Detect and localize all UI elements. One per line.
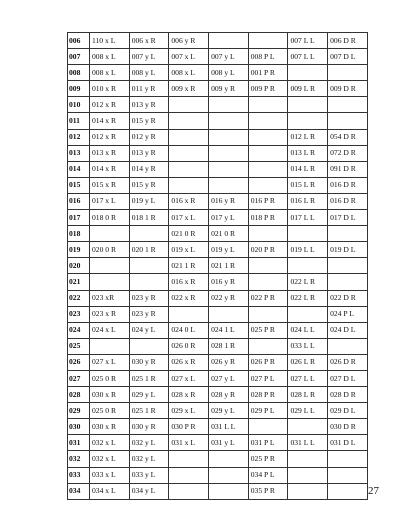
transition-cell: 029 x L	[169, 403, 209, 419]
transition-cell: 018 P R	[248, 210, 288, 226]
transition-cell	[209, 129, 249, 145]
transition-cell: 015 y R	[129, 113, 169, 129]
transition-cell: 035 P R	[248, 483, 288, 499]
transition-cell	[328, 467, 368, 483]
transition-cell: 024 x L	[90, 322, 130, 338]
state-cell: 017	[68, 210, 90, 226]
transition-cell: 072 D R	[328, 145, 368, 161]
transition-cell: 007 y L	[209, 49, 249, 65]
transition-cell	[129, 226, 169, 242]
transition-cell: 009 y R	[209, 81, 249, 97]
table-row	[68, 306, 368, 322]
state-cell: 011	[68, 113, 90, 129]
transition-cell: 006 y R	[169, 33, 209, 49]
transition-cell	[328, 113, 368, 129]
transition-cell: 008 y L	[209, 65, 249, 81]
table-row	[68, 193, 368, 209]
state-cell: 015	[68, 177, 90, 193]
table-row	[68, 226, 368, 242]
state-cell: 029	[68, 403, 90, 419]
transition-cell	[328, 451, 368, 467]
table-row	[68, 177, 368, 193]
transition-cell	[129, 258, 169, 274]
state-cell: 034	[68, 483, 90, 499]
transition-cell: 026 y R	[209, 354, 249, 370]
transition-cell: 034 x L	[90, 483, 130, 499]
state-cell: 033	[68, 467, 90, 483]
transition-cell: 007 L L	[288, 33, 328, 49]
transition-cell: 009 D R	[328, 81, 368, 97]
state-cell: 031	[68, 435, 90, 451]
transition-cell: 024 D L	[328, 322, 368, 338]
transition-cell: 026 P R	[248, 354, 288, 370]
transition-cell: 031 x L	[169, 435, 209, 451]
table-row	[68, 435, 368, 451]
transition-cell	[129, 274, 169, 290]
transition-cell: 017 y L	[209, 210, 249, 226]
table-row	[68, 467, 368, 483]
transition-cell: 019 y L	[129, 193, 169, 209]
state-cell: 025	[68, 338, 90, 354]
transition-cell	[248, 306, 288, 322]
transition-cell: 019 y L	[209, 242, 249, 258]
state-cell: 032	[68, 451, 90, 467]
transition-cell: 008 x L	[90, 49, 130, 65]
transition-cell	[129, 338, 169, 354]
transition-cell	[328, 226, 368, 242]
transition-cell	[328, 97, 368, 113]
transition-cell: 009 L R	[288, 81, 328, 97]
transition-cell	[169, 145, 209, 161]
transition-cell	[248, 274, 288, 290]
transition-cell	[209, 33, 249, 49]
table-row	[68, 145, 368, 161]
transition-cell: 008 x L	[90, 65, 130, 81]
state-cell: 014	[68, 161, 90, 177]
transition-cell	[248, 226, 288, 242]
transition-cell	[248, 129, 288, 145]
state-cell: 018	[68, 226, 90, 242]
transition-cell: 001 P R	[248, 65, 288, 81]
table-row	[68, 161, 368, 177]
transition-cell: 091 D R	[328, 161, 368, 177]
transition-cell: 030 y R	[129, 354, 169, 370]
state-cell: 022	[68, 290, 90, 306]
transition-cell	[328, 65, 368, 81]
transition-cell: 024 1 L	[209, 322, 249, 338]
table-row	[68, 97, 368, 113]
transition-cell: 023 x R	[90, 306, 130, 322]
transition-cell: 025 P R	[248, 322, 288, 338]
transition-cell: 024 L L	[288, 322, 328, 338]
transition-cell: 024 P L	[328, 306, 368, 322]
transition-cell: 022 L R	[288, 274, 328, 290]
transition-cell: 015 L R	[288, 177, 328, 193]
transition-cell: 028 x R	[169, 387, 209, 403]
state-cell: 021	[68, 274, 90, 290]
table-row	[68, 387, 368, 403]
table-row	[68, 322, 368, 338]
state-cell: 030	[68, 419, 90, 435]
transition-cell	[169, 177, 209, 193]
transition-cell: 022 y R	[209, 290, 249, 306]
transition-cell: 021 0 R	[169, 226, 209, 242]
transition-cell	[209, 145, 249, 161]
transition-cell: 017 x L	[90, 193, 130, 209]
transition-cell	[209, 113, 249, 129]
transition-cell: 030 P R	[169, 419, 209, 435]
transition-cell: 028 D R	[328, 387, 368, 403]
transition-cell	[169, 129, 209, 145]
table-row	[68, 33, 368, 49]
transition-cell	[288, 258, 328, 274]
transition-cell	[288, 306, 328, 322]
transition-cell: 016 x R	[169, 274, 209, 290]
transition-cell: 017 L L	[288, 210, 328, 226]
transition-cell: 022 L R	[288, 290, 328, 306]
transition-cell	[288, 113, 328, 129]
transition-cell: 022 x R	[169, 290, 209, 306]
transition-cell	[248, 113, 288, 129]
transition-cell	[169, 306, 209, 322]
transition-cell	[169, 97, 209, 113]
transition-cell	[90, 226, 130, 242]
transition-cell: 008 y L	[129, 65, 169, 81]
transition-cell: 028 L R	[288, 387, 328, 403]
transition-cell: 011 y R	[129, 81, 169, 97]
table-row	[68, 419, 368, 435]
transition-cell	[288, 451, 328, 467]
transition-cell	[288, 483, 328, 499]
state-cell: 023	[68, 306, 90, 322]
transition-cell	[328, 274, 368, 290]
table-row	[68, 354, 368, 370]
transition-cell: 030 x R	[90, 387, 130, 403]
transition-cell: 031 P L	[248, 435, 288, 451]
transition-cell: 032 y L	[129, 435, 169, 451]
table-body	[68, 33, 368, 500]
transition-cell: 014 y R	[129, 161, 169, 177]
transition-cell: 007 D L	[328, 49, 368, 65]
transition-cell: 017 x L	[169, 210, 209, 226]
transition-cell: 026 D R	[328, 354, 368, 370]
transition-cell: 016 D R	[328, 177, 368, 193]
transition-cell: 031 L L	[288, 435, 328, 451]
transition-cell: 034 y L	[129, 483, 169, 499]
transition-cell: 025 1 R	[129, 370, 169, 386]
transition-cell: 029 D L	[328, 403, 368, 419]
transition-cell: 009 x R	[169, 81, 209, 97]
table-row	[68, 370, 368, 386]
transition-cell: 013 L R	[288, 145, 328, 161]
transition-cell	[288, 65, 328, 81]
transition-cell	[209, 451, 249, 467]
transition-cell	[169, 451, 209, 467]
transition-cell: 016 P R	[248, 193, 288, 209]
transition-cell: 027 D L	[328, 370, 368, 386]
state-cell: 010	[68, 97, 90, 113]
state-cell: 026	[68, 354, 90, 370]
transition-cell	[90, 258, 130, 274]
table-row	[68, 403, 368, 419]
transition-cell	[248, 145, 288, 161]
state-cell: 013	[68, 145, 90, 161]
transition-cell: 020 P R	[248, 242, 288, 258]
transition-cell	[248, 258, 288, 274]
transition-cell	[288, 467, 328, 483]
transition-cell: 007 x L	[169, 49, 209, 65]
transition-cell: 027 x L	[169, 370, 209, 386]
transition-cell: 033 x L	[90, 467, 130, 483]
transition-cell: 034 P L	[248, 467, 288, 483]
transition-cell	[248, 419, 288, 435]
transition-cell: 010 x R	[90, 81, 130, 97]
transition-cell: 022 D R	[328, 290, 368, 306]
transition-cell: 025 0 R	[90, 403, 130, 419]
transition-cell	[209, 306, 249, 322]
transition-cell: 027 x L	[90, 354, 130, 370]
transition-cell: 013 y R	[129, 145, 169, 161]
transition-cell: 029 y L	[209, 403, 249, 419]
transition-cell	[328, 483, 368, 499]
transition-cell: 019 L L	[288, 242, 328, 258]
transition-cell: 033 L L	[288, 338, 328, 354]
state-cell: 006	[68, 33, 90, 49]
transition-cell: 031 L L	[209, 419, 249, 435]
transition-cell: 018 0 R	[90, 210, 130, 226]
transition-cell	[288, 419, 328, 435]
transition-cell: 031 D L	[328, 435, 368, 451]
transition-cell: 007 L L	[288, 49, 328, 65]
transition-cell: 014 x R	[90, 113, 130, 129]
transition-cell: 017 D L	[328, 210, 368, 226]
transition-cell: 027 y L	[209, 370, 249, 386]
transition-cell: 016 x R	[169, 193, 209, 209]
transition-cell: 027 P L	[248, 370, 288, 386]
transition-cell: 008 P L	[248, 49, 288, 65]
transition-cell	[328, 338, 368, 354]
transition-cell: 012 x R	[90, 97, 130, 113]
transition-cell: 021 0 R	[209, 226, 249, 242]
transition-cell	[169, 483, 209, 499]
transition-cell: 008 x L	[169, 65, 209, 81]
table-row	[68, 113, 368, 129]
state-cell: 016	[68, 193, 90, 209]
state-cell: 019	[68, 242, 90, 258]
transition-cell: 028 1 R	[209, 338, 249, 354]
table-row	[68, 258, 368, 274]
state-cell: 008	[68, 65, 90, 81]
transition-cell: 025 1 R	[129, 403, 169, 419]
transition-cell: 022 P R	[248, 290, 288, 306]
transition-cell: 006 D R	[328, 33, 368, 49]
state-cell: 020	[68, 258, 90, 274]
transition-cell: 025 P R	[248, 451, 288, 467]
transition-cell: 030 x R	[90, 419, 130, 435]
transition-cell	[169, 467, 209, 483]
transition-cell	[248, 161, 288, 177]
transition-cell: 019 x L	[169, 242, 209, 258]
transition-cell: 007 y L	[129, 49, 169, 65]
transition-cell	[248, 338, 288, 354]
transition-cell: 006 x R	[129, 33, 169, 49]
transition-cell: 016 D R	[328, 193, 368, 209]
transition-cell: 032 y L	[129, 451, 169, 467]
transition-cell	[288, 97, 328, 113]
transition-cell: 016 y R	[209, 274, 249, 290]
transition-cell: 032 x L	[90, 435, 130, 451]
transition-cell: 025 0 R	[90, 370, 130, 386]
table-row	[68, 49, 368, 65]
table-row	[68, 210, 368, 226]
transition-cell: 031 y L	[209, 435, 249, 451]
transition-cell: 028 y R	[209, 387, 249, 403]
transition-cell: 012 y R	[129, 129, 169, 145]
state-cell: 012	[68, 129, 90, 145]
transition-cell: 024 y L	[129, 322, 169, 338]
transition-cell: 029 L L	[288, 403, 328, 419]
transition-cell: 015 y R	[129, 177, 169, 193]
transition-cell: 030 y R	[129, 419, 169, 435]
transition-table	[67, 32, 368, 500]
table-row	[68, 290, 368, 306]
transition-cell: 026 L R	[288, 354, 328, 370]
transition-cell: 016 y R	[209, 193, 249, 209]
table-row	[68, 81, 368, 97]
transition-cell: 012 L R	[288, 129, 328, 145]
transition-cell: 033 y L	[129, 467, 169, 483]
transition-cell: 029 y L	[129, 387, 169, 403]
transition-cell: 032 x L	[90, 451, 130, 467]
transition-cell	[209, 467, 249, 483]
state-cell: 027	[68, 370, 90, 386]
state-cell: 028	[68, 387, 90, 403]
transition-cell: 018 1 R	[129, 210, 169, 226]
transition-cell: 020 0 R	[90, 242, 130, 258]
transition-cell: 023 y R	[129, 306, 169, 322]
transition-cell	[90, 274, 130, 290]
transition-cell	[90, 338, 130, 354]
transition-cell: 013 y R	[129, 97, 169, 113]
transition-cell: 023 xR	[90, 290, 130, 306]
transition-cell	[169, 113, 209, 129]
transition-cell	[288, 226, 328, 242]
transition-cell: 019 D L	[328, 242, 368, 258]
transition-cell: 021 1 R	[169, 258, 209, 274]
state-cell: 024	[68, 322, 90, 338]
transition-cell	[248, 33, 288, 49]
table-row	[68, 242, 368, 258]
transition-cell	[209, 161, 249, 177]
transition-cell: 012 x R	[90, 129, 130, 145]
transition-cell: 021 1 R	[209, 258, 249, 274]
transition-cell: 028 P R	[248, 387, 288, 403]
state-cell: 009	[68, 81, 90, 97]
table-row	[68, 65, 368, 81]
transition-cell: 014 x R	[90, 161, 130, 177]
transition-cell: 016 L R	[288, 193, 328, 209]
transition-cell	[209, 177, 249, 193]
transition-cell: 026 0 R	[169, 338, 209, 354]
transition-cell	[248, 177, 288, 193]
transition-cell	[328, 258, 368, 274]
transition-cell: 054 D R	[328, 129, 368, 145]
table-row	[68, 274, 368, 290]
transition-cell: 013 x R	[90, 145, 130, 161]
transition-cell: 023 y R	[129, 290, 169, 306]
transition-cell	[209, 483, 249, 499]
transition-cell	[169, 161, 209, 177]
table-row	[68, 451, 368, 467]
transition-cell: 014 L R	[288, 161, 328, 177]
transition-cell: 110 x L	[90, 33, 130, 49]
table-row	[68, 129, 368, 145]
table-row	[68, 338, 368, 354]
transition-cell: 020 1 R	[129, 242, 169, 258]
transition-cell: 009 P R	[248, 81, 288, 97]
transition-cell: 027 L L	[288, 370, 328, 386]
table-row	[68, 483, 368, 499]
transition-cell: 015 x R	[90, 177, 130, 193]
page-number: 27	[368, 485, 379, 497]
transition-cell	[209, 97, 249, 113]
transition-cell	[248, 97, 288, 113]
transition-cell: 026 x R	[169, 354, 209, 370]
transition-cell: 029 P L	[248, 403, 288, 419]
transition-cell: 030 D R	[328, 419, 368, 435]
transition-cell: 024 0 L	[169, 322, 209, 338]
state-cell: 007	[68, 49, 90, 65]
